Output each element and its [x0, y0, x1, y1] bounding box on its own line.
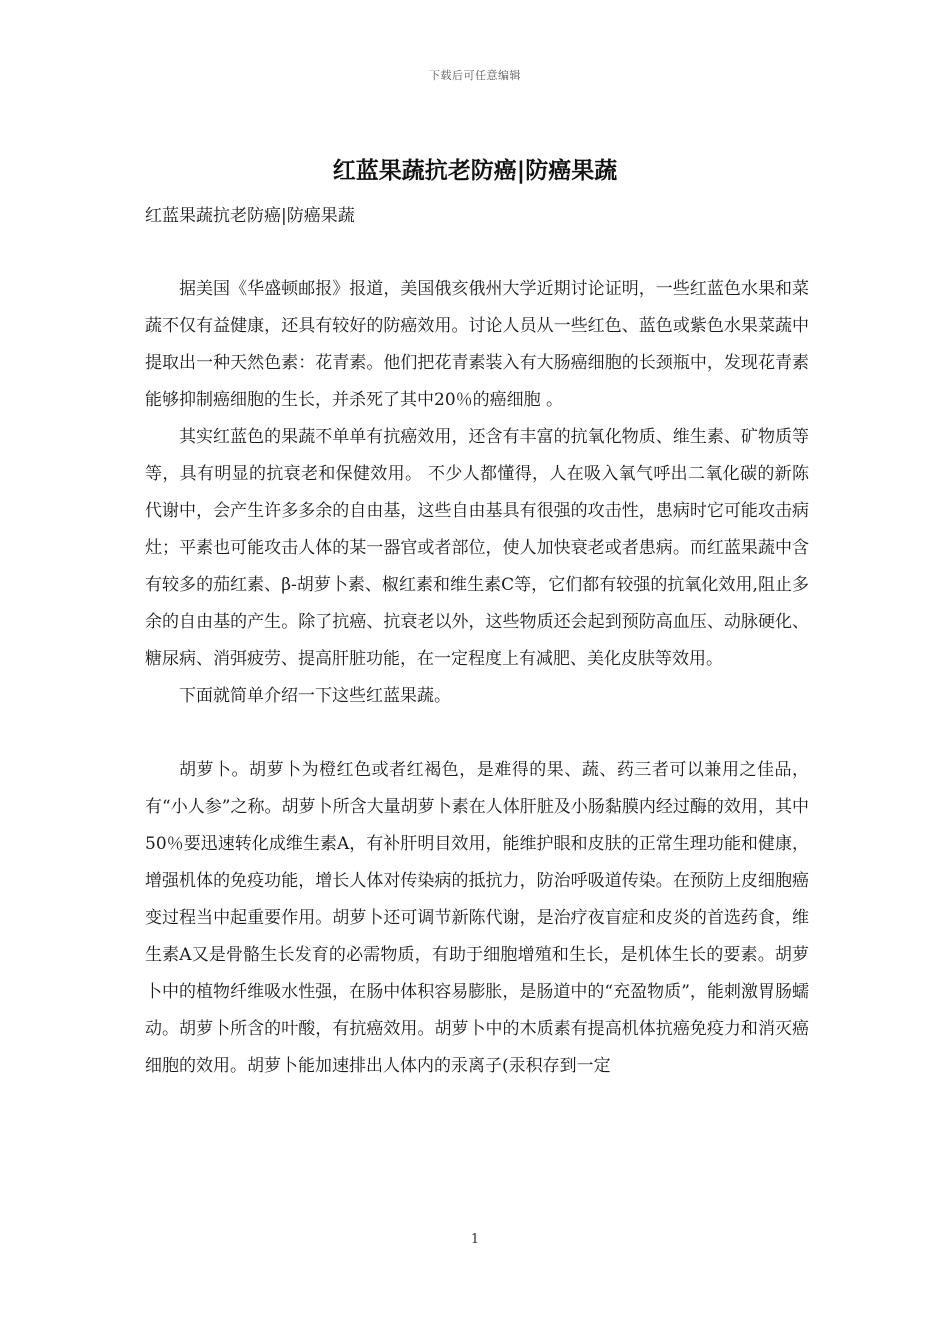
- document-subtitle: 红蓝果蔬抗老防癌|防癌果蔬: [145, 206, 355, 226]
- paragraph-carrot: 胡萝卜。胡萝卜为橙红色或者红褐色，是难得的果、蔬、药三者可以兼用之佳品，有“小人参”之称。胡萝卜所含大量胡萝卜素在人体肝脏及小肠黏膜内经过酶的效用，其中50％要迅速转化成维生素A，有补肝明目效用，能维护眼和皮肤的正常生理功能和健康，增强机体的免疫功能，增长人体对传染病的抵抗力，防治呼吸道传染。在预防上皮细胞癌变过程当中起重要作用。胡萝卜还可调节新陈代谢，是治疗夜盲症和皮炎的首选药食，维生素A又是骨骼生长发育的必需物质，有助于细胞增殖和生长，是机体生长的要素。胡萝卜中的植物纤维吸水性强，在肠中体积容易膨胀，是肠道中的“充盈物质”，能刺激胃肠蠕动。胡萝卜所含的叶酸，有抗癌效用。胡萝卜中的木质素有提高机体抗癌免疫力和消灭癌细胞的效用。胡萝卜能加速排出人体内的汞离子(汞积存到一定: [145, 760, 809, 1076]
- document-title: 红蓝果蔬抗老防癌|防癌果蔬: [332, 158, 618, 184]
- page-number: 1: [470, 1232, 480, 1247]
- paragraph-intro: 据美国《华盛顿邮报》报道，美国俄亥俄州大学近期讨论证明，一些红蓝色水果和菜蔬不仅有益健康，还具有较好的防癌效用。讨论人员从一些红色、蓝色或紫色水果菜蔬中提取出一种天然色素：花青素。他们把花青素装入有大肠癌细胞的长颈瓶中，发现花青素能够抑制癌细胞的生长，并杀死了其中20％的癌细胞 。: [145, 279, 809, 410]
- paragraph-transition: 下面就简单介绍一下这些红蓝果蔬。: [179, 686, 451, 706]
- document-body: [145, 271, 809, 1085]
- header-note: 下载后可任意编辑: [429, 69, 521, 82]
- paragraph-antioxidant: 其实红蓝色的果蔬不单单有抗癌效用，还含有丰富的抗氧化物质、维生素、矿物质等等，具有明显的抗衰老和保健效用。 不少人都懂得，人在吸入氧气呼出二氧化碳的新陈代谢中，会产生许多多余的自由基，这些自由基具有很强的攻击性，患病时它可能攻击病灶；平素也可能攻击人体的某一器官或者部位，使人加快衰老或者患病。而红蓝果蔬中含有较多的茄红素、β-胡萝卜素、椒红素和维生素C等，它们都有较强的抗氧化效用,阻止多余的自由基的产生。除了抗癌、抗衰老以外，这些物质还会起到预防高血压、动脉硬化、糖尿病、消弭疲劳、提高肝脏功能，在一定程度上有减肥、美化皮肤等效用。: [145, 427, 809, 669]
